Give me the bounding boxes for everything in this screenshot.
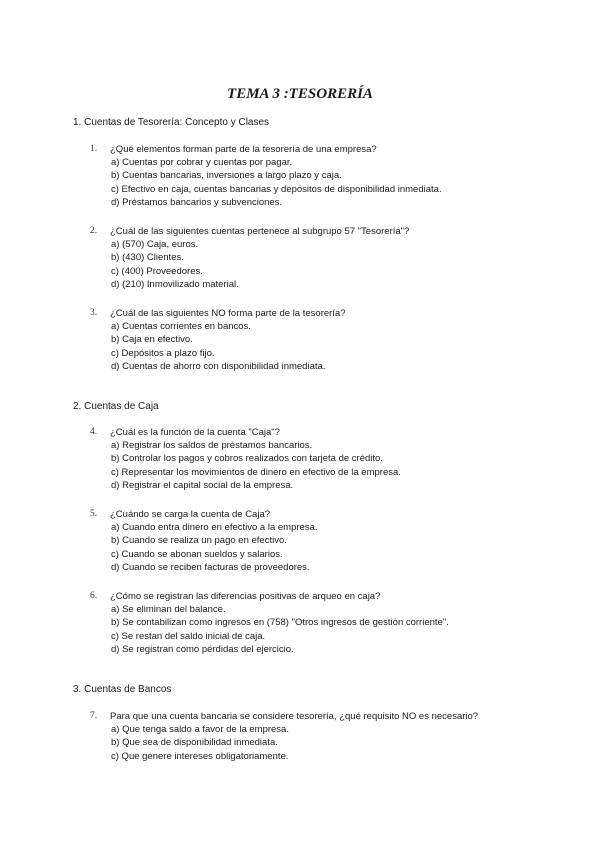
section-heading: 2. Cuentas de Caja (73, 401, 159, 412)
question-number: 6. (90, 591, 98, 601)
option-d: d) Se registran como pérdidas del ejercicio. (111, 643, 294, 655)
question-text: ¿Cuál de las siguientes cuentas pertenece al subgrupo 57 "Tesorería"? (110, 226, 410, 237)
option-a: a) (570) Caja, euros. (111, 239, 199, 251)
question-number: 1. (90, 144, 98, 154)
option-b: b) Que sea de disponibilidad inmediata. (111, 737, 278, 749)
option-b: b) Se contabilizan como ingresos en (758) "Otros ingresos de gestión corriente". (111, 617, 449, 629)
option-c: c) (400) Proveedores. (111, 265, 203, 277)
question-number: 7. (90, 711, 98, 721)
option-b: b) Caja en efectivo. (111, 334, 193, 346)
question-5 (90, 508, 560, 574)
option-b: b) Cuentas bancarias, inversiones a largo plazo y caja. (111, 170, 342, 182)
option-c: c) Se restan del saldo inicial de caja. (111, 630, 266, 642)
question-4 (90, 426, 560, 492)
option-d: d) (210) Inmovilizado material. (111, 278, 239, 290)
option-b: b) Controlar los pagos y cobros realizados con tarjeta de crédito. (111, 453, 383, 465)
section-heading: 1. Cuentas de Tesorería: Concepto y Clases (73, 117, 270, 128)
option-c: c) Que genere intereses obligatoriamente. (111, 750, 289, 762)
question-1 (90, 143, 560, 209)
section-heading: 3. Cuentas de Bancos (73, 684, 172, 695)
question-2 (90, 225, 560, 291)
question-text: ¿Cuál es la función de la cuenta "Caja"? (110, 427, 280, 438)
question-number: 3. (90, 308, 98, 318)
option-a: a) Cuentas corrientes en bancos. (111, 321, 251, 333)
question-text: ¿Qué elementos forman parte de la tesorería de una empresa? (110, 144, 377, 155)
question-text: ¿Cómo se registran las diferencias positivas de arqueo en caja? (110, 591, 381, 602)
option-c: c) Depósitos a plazo fijo. (111, 347, 215, 359)
question-text: ¿Cuándo se carga la cuenta de Caja? (110, 509, 271, 520)
question-text: ¿Cuál de las siguientes NO forma parte de la tesorería? (110, 308, 346, 319)
question-number: 4. (90, 427, 98, 437)
option-d: d) Registrar el capital social de la empresa. (111, 479, 294, 491)
option-b: b) (430) Clientes. (111, 252, 184, 264)
option-b: b) Cuando se realiza un pago en efectivo. (111, 535, 287, 547)
question-text: Para que una cuenta bancaria se considere tesorería, ¿qué requisito NO es necesario? (110, 711, 479, 722)
question-6 (90, 590, 560, 656)
question-3 (90, 307, 560, 373)
option-a: a) Que tenga saldo a favor de la empresa. (111, 724, 289, 736)
option-d: d) Cuando se reciben facturas de proveedores. (111, 561, 310, 573)
option-a: a) Se eliminan del balance. (111, 604, 226, 616)
option-c: c) Efectivo en caja, cuentas bancarias y depósitos de disponibilidad inmediata. (111, 183, 442, 195)
option-d: d) Cuentas de ahorro con disponibilidad inmediata. (111, 360, 326, 372)
page-title: TEMA 3 :TESORERÍA (227, 86, 373, 102)
question-number: 5. (90, 509, 98, 519)
option-c: c) Cuando se abonan sueldos y salarios. (111, 548, 283, 560)
option-a: a) Registrar los saldos de préstamos bancarios. (111, 440, 313, 452)
option-d: d) Préstamos bancarios y subvenciones. (111, 196, 283, 208)
option-c: c) Representar los movimientos de dinero en efectivo de la empresa. (111, 466, 401, 478)
question-number: 2. (90, 226, 98, 236)
option-a: a) Cuando entra dinero en efectivo a la empresa. (111, 522, 318, 534)
option-a: a) Cuentas por cobrar y cuentas por pagar. (111, 157, 293, 169)
question-7 (90, 710, 560, 763)
